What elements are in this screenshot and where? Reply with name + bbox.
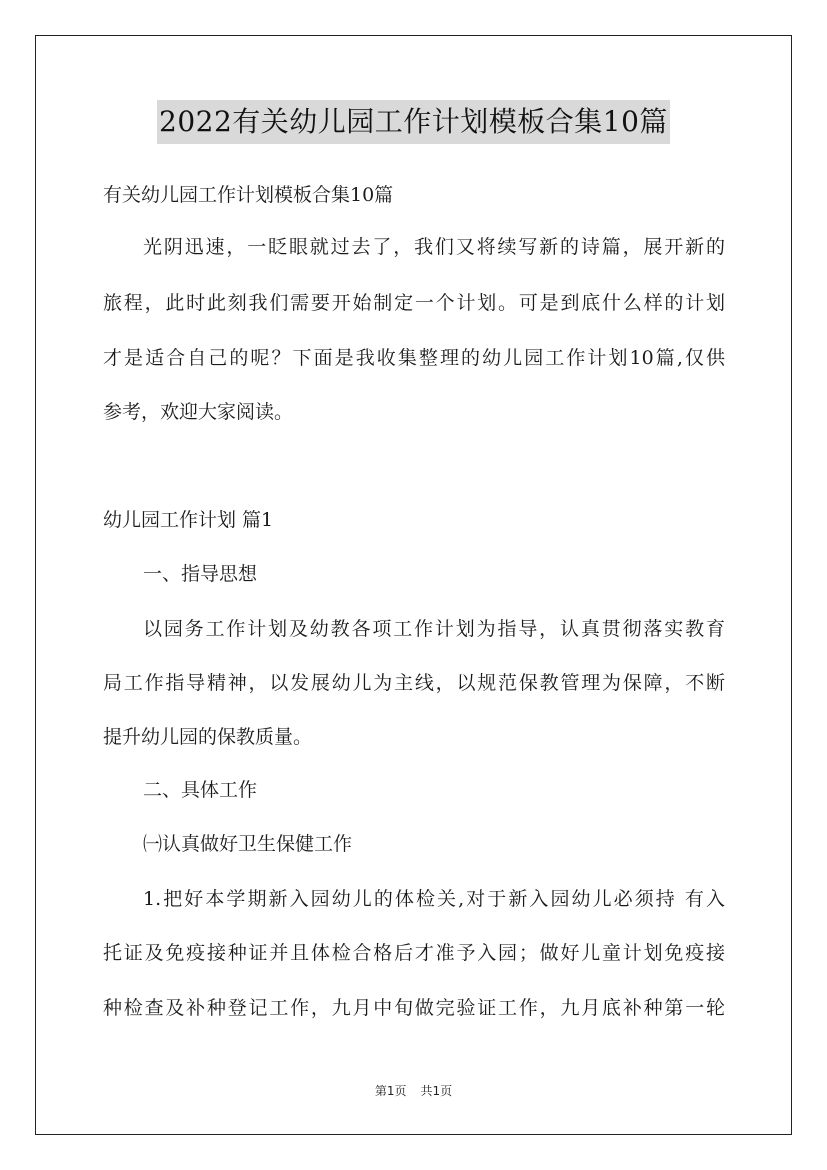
intro-line-1: 光阴迅速，一眨眼就过去了，我们又将续写新的诗篇，展开新的: [143, 236, 725, 258]
page-total: 共1页: [420, 1084, 453, 1098]
page-number: 第1页: [374, 1084, 407, 1098]
para2-line-1: 1.把好本学期新入园幼儿的体检关,对于新入园幼儿必须持 有入: [143, 888, 725, 910]
title-container: [0, 100, 827, 144]
para2-line-2: 托证及免疫接种证并且体检合格后才准予入园；做好儿童计划免疫接: [103, 942, 725, 964]
heading-specific-work: 二、具体工作: [143, 779, 258, 801]
section-heading: 幼儿园工作计划 篇1: [103, 509, 274, 531]
heading-guiding-thought: 一、指导思想: [143, 563, 258, 585]
para2-line-3: 种检查及补种登记工作，九月中旬做完验证工作，九月底补种第一轮: [103, 997, 725, 1019]
intro-line-3: 才是适合自己的呢？下面是我收集整理的幼儿园工作计划10篇,仅供: [103, 347, 725, 369]
intro-line-4: 参考，欢迎大家阅读。: [103, 401, 294, 423]
para1-line-2: 局工作指导精神，以发展幼儿为主线，以规范保教管理为保障，不断: [103, 672, 725, 694]
page-footer: [0, 1083, 827, 1099]
document-title: 2022有关幼儿园工作计划模板合集10篇: [157, 100, 670, 144]
intro-line-2: 旅程，此时此刻我们需要开始制定一个计划。可是到底什么样的计划: [103, 292, 725, 314]
document-subtitle: 有关幼儿园工作计划模板合集10篇: [103, 184, 394, 206]
para1-line-3: 提升幼儿园的保教质量。: [103, 726, 313, 748]
para1-line-1: 以园务工作计划及幼教各项工作计划为指导，认真贯彻落实教育: [143, 618, 725, 640]
subheading-health-care: ㈠认真做好卫生保健工作: [143, 833, 353, 855]
